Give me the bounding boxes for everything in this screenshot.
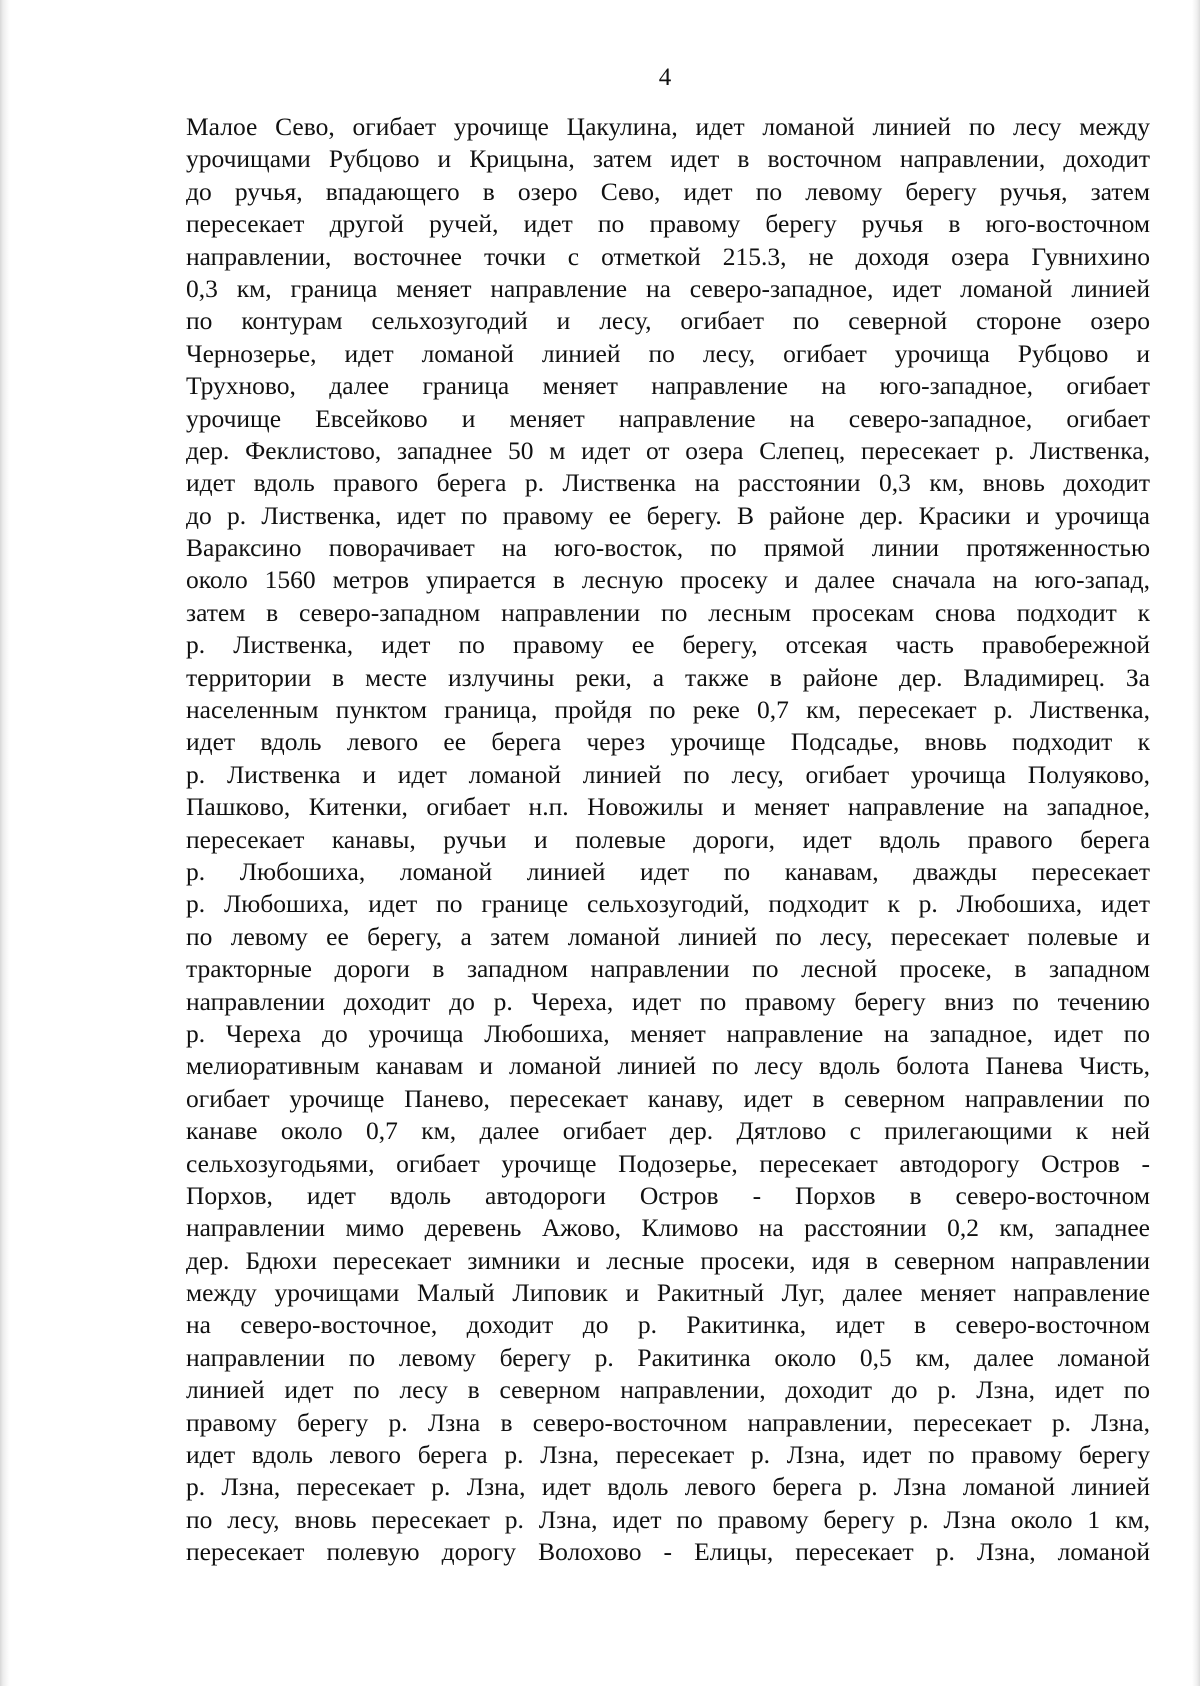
text-line: идет вдоль левого ее берега через урочище Подсадье, вновь подходит к bbox=[186, 727, 1150, 757]
text-line: направлении по левому берегу р. Ракитинка около 0,5 км, далее ломаной bbox=[186, 1342, 1150, 1372]
text-line: урочище Евсейково и меняет направление на северо-западное, огибает bbox=[186, 403, 1150, 433]
scan-left-edge bbox=[0, 0, 10, 1686]
text-line: направлении доходит до р. Череха, идет по правому берегу вниз по течению bbox=[186, 986, 1150, 1016]
text-line: до р. Лиственка, идет по правому ее берегу. В районе дер. Красики и урочища bbox=[186, 500, 1150, 530]
text-line: населенным пунктом граница, пройдя по реке 0,7 км, пересекает р. Лиственка, bbox=[186, 695, 1150, 725]
text-line: идет вдоль правого берега р. Лиственка на расстоянии 0,3 км, вновь доходит bbox=[186, 468, 1150, 498]
page-number: 4 bbox=[658, 64, 672, 91]
text-line: направлении мимо деревень Ажово, Климово на расстоянии 0,2 км, западнее bbox=[186, 1213, 1150, 1243]
text-line: на северо-восточное, доходит до р. Ракитинка, идет в северо-восточном bbox=[186, 1310, 1150, 1340]
text-line: р. Лзна, пересекает р. Лзна, идет вдоль левого берега р. Лзна ломаной линией bbox=[186, 1472, 1150, 1502]
text-line: Трухново, далее граница меняет направление на юго-западное, огибает bbox=[186, 371, 1150, 401]
text-line: между урочищами Малый Липовик и Ракитный Луг, далее меняет направление bbox=[186, 1278, 1150, 1308]
text-line: р. Череха до урочища Любошиха, меняет направление на западное, идет по bbox=[186, 1018, 1150, 1048]
text-line: направлении, восточнее точки с отметкой 215.3, не доходя озера Гувнихино bbox=[186, 241, 1150, 271]
text-line: пересекает другой ручей, идет по правому берегу ручья в юго-восточном bbox=[186, 209, 1150, 239]
text-line: мелиоративным канавам и ломаной линией по лесу вдоль болота Панева Чисть, bbox=[186, 1051, 1150, 1081]
text-line: Малое Сево, огибает урочище Цакулина, идет ломаной линией по лесу между bbox=[186, 112, 1150, 141]
text-line: около 1560 метров упирается в лесную просеку и далее сначала на юго-запад, bbox=[186, 565, 1150, 595]
text-line: Вараксино поворачивает на юго-восток, по прямой линии протяженностью bbox=[186, 533, 1150, 563]
text-line: до ручья, впадающего в озеро Сево, идет по левому берегу ручья, затем bbox=[186, 176, 1150, 206]
text-line: Чернозерье, идет ломаной линией по лесу, огибает урочища Рубцово и bbox=[186, 338, 1150, 368]
text-line: огибает урочище Панево, пересекает канаву, идет в северном направлении по bbox=[186, 1083, 1150, 1113]
text-line: правому берегу р. Лзна в северо-восточном направлении, пересекает р. Лзна, bbox=[186, 1407, 1150, 1437]
text-line: 0,3 км, граница меняет направление на северо-западное, идет ломаной линией bbox=[186, 273, 1150, 303]
text-line: тракторные дороги в западном направлении по лесной просеке, в западном bbox=[186, 954, 1150, 984]
text-line: урочищами Рубцово и Крицына, затем идет в восточном направлении, доходит bbox=[186, 144, 1150, 174]
text-line: линией идет по лесу в северном направлении, доходит до р. Лзна, идет по bbox=[186, 1375, 1150, 1405]
body-text bbox=[186, 111, 1150, 1569]
text-line: р. Лиственка и идет ломаной линией по лесу, огибает урочища Полуяково, bbox=[186, 759, 1150, 789]
text-line: по лесу, вновь пересекает р. Лзна, идет по правому берегу р. Лзна около 1 км, bbox=[186, 1504, 1150, 1534]
text-line: пересекает полевую дорогу Волохово - Елицы, пересекает р. Лзна, ломаной bbox=[186, 1537, 1150, 1567]
text-line: р. Любошиха, идет по границе сельхозугодий, подходит к р. Любошиха, идет bbox=[186, 889, 1150, 919]
text-line: идет вдоль левого берега р. Лзна, пересекает р. Лзна, идет по правому берегу bbox=[186, 1440, 1150, 1470]
text-line: Пашково, Китенки, огибает н.п. Новожилы и меняет направление на западное, bbox=[186, 792, 1150, 822]
text-line: дер. Феклистово, западнее 50 м идет от озера Слепец, пересекает р. Лиственка, bbox=[186, 435, 1150, 465]
scan-right-edge bbox=[1192, 0, 1200, 1686]
text-line: р. Лиственка, идет по правому ее берегу, отсекая часть правобережной bbox=[186, 630, 1150, 660]
text-line: по контурам сельхозугодий и лесу, огибает по северной стороне озеро bbox=[186, 306, 1150, 336]
text-line: канаве около 0,7 км, далее огибает дер. Дятлово с прилегающими к ней bbox=[186, 1116, 1150, 1146]
text-line: пересекает канавы, ручьи и полевые дороги, идет вдоль правого берега bbox=[186, 824, 1150, 854]
text-line: дер. Бдюхи пересекает зимники и лесные просеки, идя в северном направлении bbox=[186, 1245, 1150, 1275]
text-line: Порхов, идет вдоль автодороги Остров - Порхов в северо-восточном bbox=[186, 1180, 1150, 1210]
text-line: затем в северо-западном направлении по лесным просекам снова подходит к bbox=[186, 597, 1150, 627]
text-line: территории в месте излучины реки, а также в районе дер. Владимирец. За bbox=[186, 662, 1150, 692]
text-line: сельхозугодьями, огибает урочище Подозерье, пересекает автодорогу Остров - bbox=[186, 1148, 1150, 1178]
text-line: по левому ее берегу, а затем ломаной линией по лесу, пересекает полевые и bbox=[186, 921, 1150, 951]
text-line: р. Любошиха, ломаной линией идет по канавам, дважды пересекает bbox=[186, 856, 1150, 886]
